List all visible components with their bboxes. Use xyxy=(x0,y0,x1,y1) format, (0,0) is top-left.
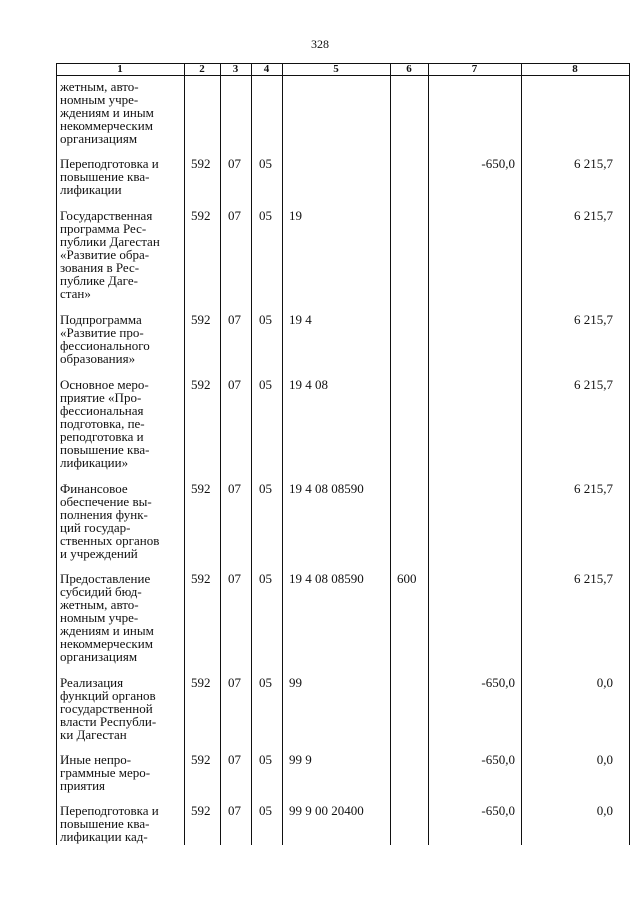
row-code-3: 07 xyxy=(228,312,241,327)
row-code-5: 19 xyxy=(289,208,302,223)
row-value-8: 6 215,7 xyxy=(574,571,613,586)
row-code-3: 07 xyxy=(228,208,241,223)
row-value-8: 6 215,7 xyxy=(574,481,613,496)
row-code-5: 19 4 08 08590 xyxy=(289,481,364,496)
row-code-2: 592 xyxy=(191,803,211,818)
row-name: Реализация функций органов государственной власти Республи- ки Дагестан xyxy=(60,675,157,742)
header-cell: 2 xyxy=(199,63,205,75)
row-code-4: 05 xyxy=(259,208,272,223)
row-code-3: 07 xyxy=(228,481,241,496)
header-cell: 7 xyxy=(471,63,478,75)
row-code-4: 05 xyxy=(259,481,272,496)
row-code-2: 592 xyxy=(191,571,211,586)
col-border xyxy=(428,63,429,845)
col-border xyxy=(629,63,630,845)
row-name: Переподготовка и повышение ква- лификации xyxy=(60,156,159,197)
row-value-7: -650,0 xyxy=(481,752,515,767)
row-code-3: 07 xyxy=(228,377,241,392)
header-cell: 6 xyxy=(406,63,412,75)
row-code-4: 05 xyxy=(259,675,272,690)
row-code-6: 600 xyxy=(397,571,417,586)
header-bottom-border xyxy=(56,75,629,76)
row-code-2: 592 xyxy=(191,377,211,392)
row-name: Государственная программа Рес- публики Дагестан «Развитие обра- зования в Рес- публике Даге- стан» xyxy=(60,208,160,301)
row-code-2: 592 xyxy=(191,312,211,327)
col-border xyxy=(390,63,391,845)
row-name: Иные непро- граммные меро- приятия xyxy=(60,752,151,793)
row-code-4: 05 xyxy=(259,571,272,586)
row-code-5: 99 xyxy=(289,675,302,690)
row-value-8: 6 215,7 xyxy=(574,156,613,171)
row-value-7: -650,0 xyxy=(481,675,515,690)
row-code-3: 07 xyxy=(228,571,241,586)
row-code-5: 19 4 08 08590 xyxy=(289,571,364,586)
row-name: Переподготовка и повышение ква- лификации кад- xyxy=(60,803,159,844)
row-code-2: 592 xyxy=(191,481,211,496)
row-value-8: 0,0 xyxy=(596,803,613,818)
row-value-8: 6 215,7 xyxy=(574,312,613,327)
row-name: Подпрограмма «Развитие про- фессионального образования» xyxy=(60,312,150,366)
col-border xyxy=(251,63,252,845)
header-cell: 8 xyxy=(572,63,578,75)
row-code-5: 99 9 xyxy=(289,752,312,767)
row-value-7: -650,0 xyxy=(481,156,515,171)
row-code-2: 592 xyxy=(191,156,211,171)
col-border xyxy=(184,63,185,845)
row-code-5: 19 4 xyxy=(289,312,312,327)
header-cell: 4 xyxy=(263,63,270,75)
row-code-5: 19 4 08 xyxy=(289,377,328,392)
row-value-8: 0,0 xyxy=(596,675,613,690)
row-code-4: 05 xyxy=(259,156,272,171)
col-border xyxy=(282,63,283,845)
row-code-2: 592 xyxy=(191,675,211,690)
col-border xyxy=(220,63,221,845)
row-code-2: 592 xyxy=(191,208,211,223)
row-code-4: 05 xyxy=(259,803,272,818)
row-name: Предоставление субсидий бюд- жетным, авто- номным учре- ждениям и иным некоммерческим организациям xyxy=(60,571,154,664)
header-cell: 3 xyxy=(232,63,239,75)
row-code-3: 07 xyxy=(228,675,241,690)
row-code-4: 05 xyxy=(259,312,272,327)
row-code-3: 07 xyxy=(228,156,241,171)
page-number: 328 xyxy=(311,37,329,51)
row-code-3: 07 xyxy=(228,803,241,818)
col-border xyxy=(521,63,522,845)
row-value-8: 6 215,7 xyxy=(574,208,613,223)
row-name: Финансовое обеспечение вы- полнения функ- ций государ- ственных органов и учреждений xyxy=(60,481,160,561)
row-code-2: 592 xyxy=(191,752,211,767)
row-name: Основное меро- приятие «Про- фессиональная подготовка, пе- реподготовка и повышение ква- лификации» xyxy=(60,377,150,470)
row-value-8: 0,0 xyxy=(596,752,613,767)
row-code-4: 05 xyxy=(259,377,272,392)
row-name: жетным, авто- номным учре- ждениям и иным некоммерческим организациям xyxy=(60,79,154,146)
row-value-8: 6 215,7 xyxy=(574,377,613,392)
row-value-7: -650,0 xyxy=(481,803,515,818)
header-cell: 5 xyxy=(333,63,339,75)
row-code-4: 05 xyxy=(259,752,272,767)
header-cell: 1 xyxy=(117,63,123,75)
col-border xyxy=(56,63,57,845)
row-code-5: 99 9 00 20400 xyxy=(289,803,364,818)
row-code-3: 07 xyxy=(228,752,241,767)
